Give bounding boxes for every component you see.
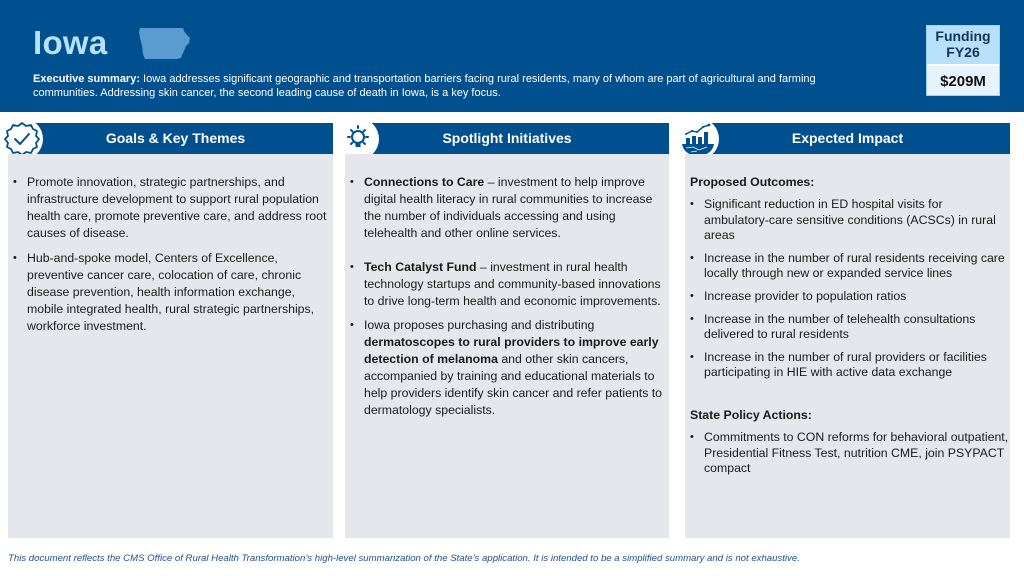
policy-item: • Commitments to CON reforms for behavioral outpatient, Presidential Fitness Test, nutrition CME, join PSYPACT compact bbox=[685, 430, 1010, 477]
impact-panel bbox=[685, 123, 1010, 476]
outcomes-list bbox=[685, 197, 1010, 381]
spotlight-item-emphasis: dermatoscopes to rural providers to improve early detection of melanoma bbox=[364, 335, 659, 366]
footer-disclaimer: This document reflects the CMS Office of Rural Health Transformation’s high-level summarization of the State’s application. It is intended to be a simplified summary and is not exhaustive. bbox=[8, 553, 800, 564]
outcome-item: • Increase in the number of telehealth consultations delivered to rural residents bbox=[685, 312, 1010, 343]
spotlight-list bbox=[345, 174, 669, 419]
proposed-outcomes-heading: Proposed Outcomes: bbox=[690, 175, 815, 189]
executive-summary-text: Iowa addresses significant geographic and transportation barriers facing rural residents, many of whom are part of agricultural and farming communities. Addressing skin cancer, the second leading cause of death in Iowa, is a key focus. bbox=[33, 73, 816, 99]
spotlight-item bbox=[345, 259, 669, 310]
spotlight-item-text: and other skin cancers, accompanied by training and educational materials to help providers identify skin cancer and refer patients to dermatology specialists. bbox=[364, 352, 663, 417]
funding-label: Funding FY26 bbox=[927, 26, 999, 64]
outcome-item: • Increase provider to population ratios bbox=[685, 289, 1010, 305]
spotlight-body bbox=[345, 154, 669, 538]
spotlight-item bbox=[345, 317, 669, 419]
goals-panel bbox=[8, 123, 333, 333]
spotlight-item bbox=[345, 174, 669, 242]
outcome-item: • Increase in the number of rural residents receiving care locally through new or expanded service lines bbox=[685, 251, 1010, 282]
spotlight-item-text: – investment to help improve digital health literacy in rural communities to increase the number of individuals accessing and using telehealth and other online services. bbox=[364, 175, 653, 240]
policy-list bbox=[685, 430, 1010, 477]
funding-box bbox=[926, 25, 1000, 96]
state-title: Iowa bbox=[33, 24, 108, 61]
spotlight-header: Spotlight Initiatives bbox=[345, 123, 669, 154]
iowa-state-map-icon bbox=[137, 26, 193, 66]
goal-item: • Promote innovation, strategic partnerships, and infrastructure development to support rural population health care, promote preventive care, and address root causes of disease. bbox=[8, 174, 333, 242]
executive-summary bbox=[33, 72, 863, 100]
spotlight-item-intro: Iowa proposes purchasing and distributing bbox=[364, 318, 595, 332]
state-policy-heading: State Policy Actions: bbox=[690, 407, 812, 422]
spotlight-item-title: Connections to Care bbox=[364, 175, 485, 189]
goal-item: • Hub-and-spoke model, Centers of Excellence, preventive cancer care, colocation of care, chronic disease prevention, health information exchange, mobile integrated health, rural strategic partnerships, workforce investment. bbox=[8, 250, 333, 335]
funding-value: $209M bbox=[927, 64, 999, 95]
outcome-item: • Increase in the number of rural providers or facilities participating in HIE with active data exchange bbox=[685, 350, 1010, 381]
outcome-item: • Significant reduction in ED hospital visits for ambulatory-care sensitive conditions (ACSCs) in rural areas bbox=[685, 197, 1010, 244]
goals-header: Goals & Key Themes bbox=[8, 123, 333, 154]
spotlight-item-text: – investment in rural health technology startups and community-based innovations to drive long-term health and economic improvements. bbox=[364, 260, 661, 308]
goals-body bbox=[8, 154, 333, 538]
header-banner bbox=[0, 0, 1024, 112]
executive-summary-label: Executive summary: bbox=[33, 73, 140, 85]
impact-header: Expected Impact bbox=[685, 123, 1010, 154]
spotlight-item-title: Tech Catalyst Fund bbox=[364, 260, 477, 274]
spotlight-panel bbox=[345, 123, 669, 417]
goals-list bbox=[8, 174, 333, 335]
impact-body bbox=[685, 154, 1010, 538]
